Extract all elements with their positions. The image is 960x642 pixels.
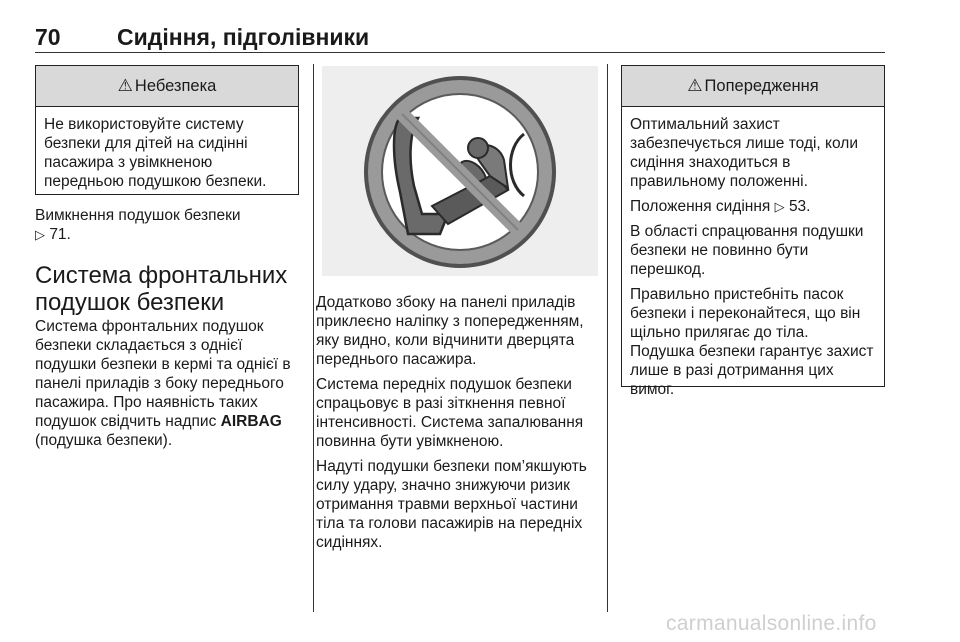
caution-seat-reference (630, 197, 876, 216)
danger-box-body (36, 107, 298, 203)
caution-box-title: Попередження (704, 76, 819, 95)
front-airbag-paragraph (35, 317, 307, 450)
caution-para-obstacles: В області спрацювання подушки безпеки не повинно бути перешкод. (630, 223, 864, 278)
sticker-paragraph: Додатково збоку на панелі приладів приклеєно наліпку з попередженням, яку видно, коли відчинити дверцята переднього пасажира. (316, 294, 584, 368)
warning-triangle-icon: ⚠ (687, 76, 703, 95)
page-number: 70 (35, 24, 61, 50)
caution-para-belt: Правильно пристебніть пасок безпеки і переконайтеся, що він щільно прилягає до тіла. Подушка безпеки гарантує захист лише в разі дотримання цих вимог. (630, 286, 874, 398)
caution-box-body (622, 107, 884, 411)
deactivation-reference (35, 206, 305, 244)
danger-box (35, 65, 299, 195)
danger-box-title: Небезпека (134, 76, 217, 95)
page-reference-arrow-icon: ▷ (35, 227, 45, 242)
warning-triangle-icon: ⚠ (117, 76, 133, 95)
column-divider-right (607, 64, 608, 612)
no-rear-facing-child-seat-airbag-icon (322, 66, 598, 276)
middle-column-text (316, 293, 602, 558)
seat-ref-page[interactable]: 53. (788, 198, 811, 215)
front-airbag-text: Система фронтальних подушок безпеки складається з однієї подушки безпеки в кермі та однієї в панелі приладів з боку переднього пасажира. Про наявність таких подушок свідчить надпис (35, 318, 291, 430)
seat-ref-text: Положення сидіння (630, 198, 771, 215)
page-title: Сидіння, підголівники (117, 24, 370, 50)
page-header (35, 22, 885, 53)
section-heading: Система фронтальних подушок безпеки (35, 262, 288, 316)
danger-box-header (36, 66, 298, 107)
column-divider-left (313, 64, 314, 612)
deactivation-ref-page[interactable]: 71. (49, 226, 71, 243)
page-reference-arrow-icon: ▷ (774, 199, 785, 214)
front-airbag-text-end: (подушка безпеки). (35, 432, 173, 449)
caution-box (621, 65, 885, 398)
protection-paragraph: Надуті подушки безпеки пом’якшують силу удару, значно знижуючи ризик отримання травми верхньої частини тіла та голови пасажирів на передніх сидіннях. (316, 458, 587, 551)
airbag-warning-figure (322, 66, 598, 276)
watermark: carmanualsonline.info (666, 612, 877, 635)
caution-para-position: Оптимальний захист забезпечується лише тоді, коли сидіння знаходиться в правильному положенні. (630, 116, 858, 190)
airbag-label: AIRBAG (220, 413, 282, 430)
deactivation-ref-text: Вимкнення подушок безпеки (35, 207, 241, 224)
activation-paragraph: Система передніх подушок безпеки спрацьовує в разі зіткнення певної інтенсивності. Система запалювання повинна бути увімкненою. (316, 376, 584, 450)
caution-box-header (622, 66, 884, 107)
danger-box-text: Не використовуйте систему безпеки для дітей на сидінні пасажира з увімкненою передньою подушкою безпеки. (44, 116, 267, 190)
